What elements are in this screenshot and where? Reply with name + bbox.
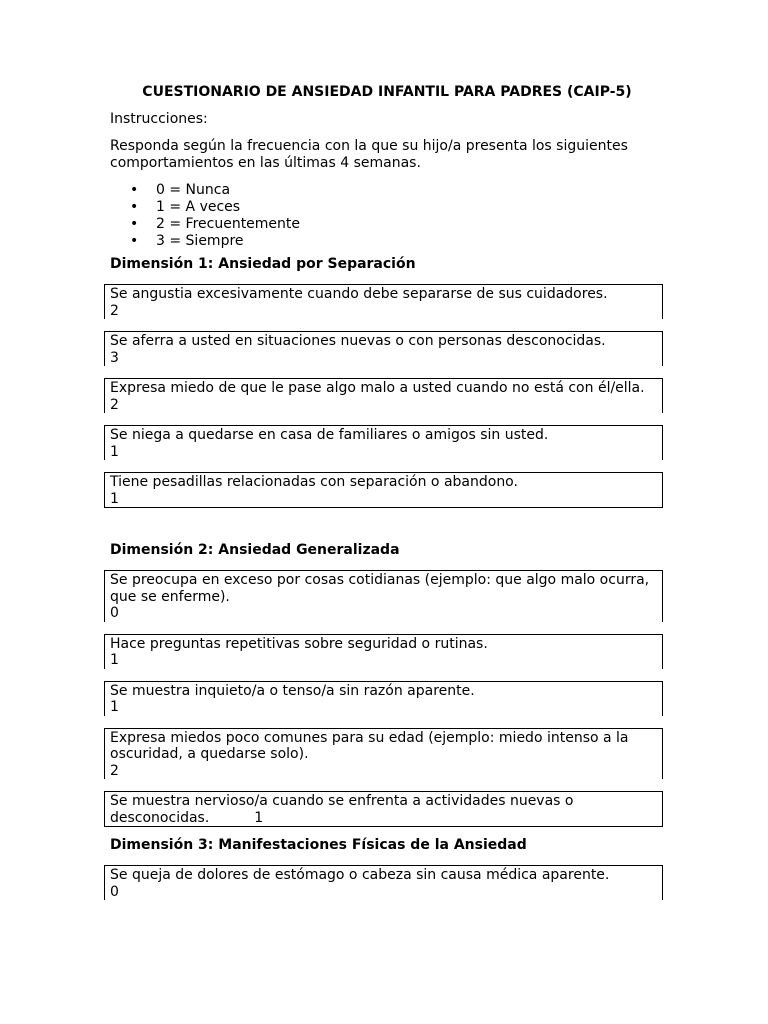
question-text: Se muestra nervioso/a cuando se enfrenta a actividades nuevas o desconocidas.	[110, 793, 574, 826]
answer-value: 1	[254, 809, 264, 826]
scale-item: • 1 = A veces	[130, 199, 241, 215]
question-box	[104, 865, 663, 900]
scale-item: • 3 = Siempre	[130, 233, 244, 249]
answer-value: 1	[110, 490, 119, 507]
dimension-2-title: Dimensión 2: Ansiedad Generalizada	[110, 542, 400, 558]
section-spacer	[110, 520, 664, 542]
answer-value: 2	[110, 762, 119, 779]
question-text: Tiene pesadillas relacionadas con separación o abandono.	[110, 474, 518, 490]
question-text: Se angustia excesivamente cuando debe separarse de sus cuidadores.	[110, 286, 608, 302]
response-scale-list	[110, 182, 664, 250]
instructions-text: Responda según la frecuencia con la que su hijo/a presenta los siguientes comportamientos en las últimas 4 semanas.	[110, 138, 628, 171]
dimension-3-title: Dimensión 3: Manifestaciones Físicas de la Ansiedad	[110, 837, 527, 853]
question-box	[104, 728, 663, 780]
answer-value: 2	[110, 396, 119, 413]
question-box	[104, 425, 663, 460]
question-box	[104, 472, 663, 508]
dimension-1-title: Dimensión 1: Ansiedad por Separación	[110, 256, 416, 272]
bullet-icon: •	[130, 182, 139, 198]
answer-value: 1	[110, 699, 119, 715]
question-box	[104, 378, 663, 413]
scale-item: • 0 = Nunca	[130, 182, 231, 198]
question-text: Se queja de dolores de estómago o cabeza sin causa médica aparente.	[110, 867, 610, 883]
answer-value: 2	[110, 302, 119, 319]
bullet-icon: •	[130, 233, 139, 249]
question-text: Expresa miedo de que le pase algo malo a usted cuando no está con él/ella.	[110, 380, 645, 396]
question-box	[104, 634, 663, 669]
question-box	[104, 570, 663, 622]
instructions-label: Instrucciones:	[110, 111, 208, 127]
question-text: Se preocupa en exceso por cosas cotidianas (ejemplo: que algo malo ocurra, que se enferme).	[110, 572, 650, 605]
answer-value: 1	[110, 443, 119, 460]
answer-value: 3	[110, 349, 119, 366]
question-text: Se niega a quedarse en casa de familiares o amigos sin usted.	[110, 427, 549, 443]
answer-value: 1	[110, 652, 119, 668]
answer-value: 0	[110, 883, 119, 900]
question-box	[104, 284, 663, 319]
question-box	[104, 791, 663, 827]
scale-item: • 2 = Frecuentemente	[130, 216, 301, 232]
bullet-icon: •	[130, 199, 139, 215]
answer-value: 0	[110, 605, 119, 621]
question-text: Se muestra inquieto/a o tenso/a sin razón aparente.	[110, 682, 475, 699]
question-box	[104, 681, 663, 716]
document-page	[110, 84, 664, 912]
document-title: CUESTIONARIO DE ANSIEDAD INFANTIL PARA PADRES (CAIP-5)	[142, 84, 632, 100]
bullet-icon: •	[130, 216, 139, 232]
question-text: Expresa miedos poco comunes para su edad (ejemplo: miedo intenso a la oscuridad, a quedarse solo).	[110, 729, 629, 762]
question-text: Se aferra a usted en situaciones nuevas o con personas desconocidas.	[110, 333, 606, 349]
question-text: Hace preguntas repetitivas sobre seguridad o rutinas.	[110, 635, 488, 652]
question-box	[104, 331, 663, 366]
